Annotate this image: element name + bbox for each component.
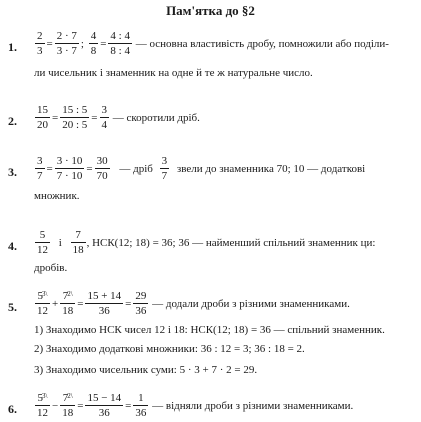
- formula-line: $\frac{2}{3}$ = $\frac{2 \cdot 7}{3 \cdot 7}$ ; $\frac{4}{8}$ = $\frac{4 : 4}{8 : 4}$ — основна властивість дробу, помножили або поділи-: [37, 30, 389, 57]
- item-number: 6.: [8, 402, 17, 416]
- step-1: 1) Знаходимо НСК чисел 12 і 18: НСК(12; 18) = 36 — спільний знаменник.: [34, 324, 385, 336]
- item-text: — відняли дроби з різними знаменниками.: [152, 399, 354, 412]
- fraction: $\frac{15 : 5}{20 : 5}$: [62, 104, 88, 131]
- fraction: $\frac{15}{20}$: [37, 104, 48, 131]
- fraction: $\frac{5^{3\backslash}}{12}$: [37, 392, 48, 419]
- item-text: звели до знаменника 70; 10 — додаткові: [176, 162, 366, 175]
- formula-line: $\frac{5^{3\backslash}}{12}$ + $\frac{7^{2\backslash}}{18}$ = $\frac{15 + 14}{36}$ = $\frac{29}{36}$ — додали дроби з різними знаменниками.: [37, 290, 350, 317]
- fraction: $\frac{3}{7}$: [161, 155, 168, 182]
- fraction: $\frac{7}{18}$: [72, 229, 84, 256]
- formula-line: $\frac{5^{3\backslash}}{12}$ − $\frac{7^{2\backslash}}{18}$ = $\frac{15 - 14}{36}$ = $\frac{1}{36}$ — відняли дроби з різними знаменниками.: [37, 392, 354, 419]
- item-text: — дріб: [119, 162, 153, 175]
- fraction: $\frac{3 \cdot 10}{7 \cdot 10}$: [56, 155, 83, 182]
- fraction: $\frac{1}{36}$: [135, 392, 147, 419]
- fraction: $\frac{5}{12}$: [37, 229, 48, 256]
- item-text: — скоротили дріб.: [112, 111, 200, 124]
- item-number: 2.: [8, 114, 17, 128]
- item-text: — основна властивість дробу, помножили або поділи-: [135, 37, 389, 50]
- fraction: $\frac{7^{2\backslash}}{18}$: [62, 392, 74, 419]
- fraction: $\frac{4}{8}$: [90, 30, 97, 57]
- page-title: Пам'ятка до §2: [166, 3, 255, 18]
- item-number: 4.: [8, 239, 17, 253]
- item-number: 5.: [8, 300, 17, 314]
- item-text-cont: дробів.: [34, 262, 68, 274]
- fraction: $\frac{4 : 4}{8 : 4}$: [110, 30, 130, 57]
- item-text-cont: множник.: [34, 190, 80, 202]
- item-text-cont: ли чисельник і знаменник на одне й те ж натуральне число.: [34, 67, 313, 79]
- item-text: , НСК(12; 18) = 36; 36 — найменший спільний знаменник ци:: [86, 236, 376, 249]
- item-number: 3.: [8, 165, 17, 179]
- fraction: $\frac{2 \cdot 7}{3 \cdot 7}$: [56, 30, 77, 57]
- conjunction: і: [58, 236, 62, 249]
- step-2: 2) Знаходимо додаткові множники: 36 : 12 = 3; 36 : 18 = 2.: [34, 343, 305, 355]
- formula-line: $\frac{3}{7}$ = $\frac{3 \cdot 10}{7 \cdot 10}$ = $\frac{30}{70}$ — дріб $\frac{3}{7}$ звели до знаменника 70; 10 — додаткові: [37, 155, 366, 182]
- fraction: $\frac{3}{4}$: [101, 104, 107, 131]
- formula-line: [34, 229, 375, 256]
- fraction: $\frac{15 - 14}{36}$: [87, 392, 122, 419]
- fraction: $\frac{7^{2\backslash}}{18}$: [62, 290, 74, 317]
- fraction: $\frac{5^{3\backslash}}{12}$: [37, 290, 48, 317]
- item-number: 1.: [8, 40, 17, 54]
- fraction: $\frac{30}{70}$: [96, 155, 108, 182]
- item-text: — додали дроби з різними знаменниками.: [152, 297, 350, 310]
- fraction: $\frac{3}{7}$: [37, 155, 43, 182]
- fraction: $\frac{2}{3}$: [37, 30, 43, 57]
- fraction: $\frac{29}{36}$: [135, 290, 147, 317]
- step-3: 3) Знаходимо чисельник суми: 5 · 3 + 7 · 2 = 29.: [34, 364, 258, 376]
- formula-line: $\frac{15}{20}$ = $\frac{15 : 5}{20 : 5}$ = $\frac{3}{4}$ — скоротили дріб.: [37, 104, 200, 131]
- fraction: $\frac{15 + 14}{36}$: [87, 290, 122, 317]
